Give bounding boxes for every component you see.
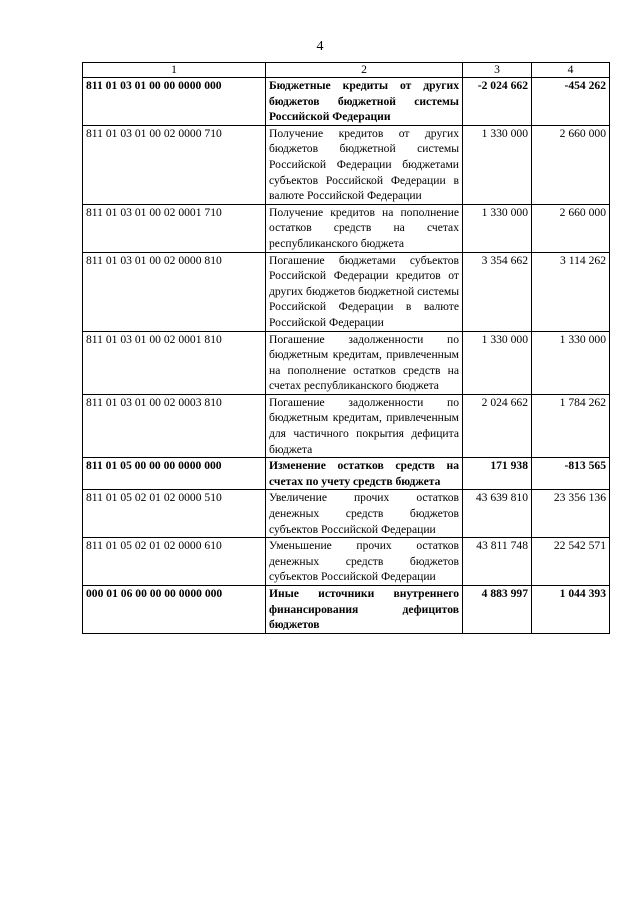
table-row — [83, 78, 610, 126]
amount-col-4-cell: 1 044 393 — [532, 586, 610, 634]
item-name-cell: Изменение остатков средств на счетах по учету средств бюджета — [266, 458, 463, 490]
amount-col-4-cell: 1 330 000 — [532, 331, 610, 394]
item-name-cell: Погашение бюджетами субъектов Российской Федерации кредитов от других бюджетов бюджетной системы Российской Федерации в валюте Российской Федерации — [266, 252, 463, 331]
amount-col-3-cell: 3 354 662 — [463, 252, 532, 331]
item-name-cell: Погашение задолженности по бюджетным кредитам, привлеченным на пополнение остатков средств на счетах республиканского бюджета — [266, 331, 463, 394]
item-name-cell: Увеличение прочих остатков денежных средств бюджетов субъектов Российской Федерации — [266, 490, 463, 538]
budget-code-cell: 811 01 03 01 00 02 0000 710 — [83, 125, 266, 204]
amount-col-4-cell: -813 565 — [532, 458, 610, 490]
item-name-cell: Получение кредитов от других бюджетов бюджетной системы Российской Федерации бюджетами субъектов Российской Федерации в валюте Российской Федерации — [266, 125, 463, 204]
table-row — [83, 586, 610, 634]
item-name-cell: Бюджетные кредиты от других бюджетов бюджетной системы Российской Федерации — [266, 78, 463, 126]
table-row — [83, 458, 610, 490]
table-row — [83, 490, 610, 538]
budget-code-cell: 811 01 03 01 00 02 0001 710 — [83, 204, 266, 252]
amount-col-3-cell: 1 330 000 — [463, 331, 532, 394]
header-row — [83, 63, 610, 78]
header-col-1: 1 — [83, 63, 266, 78]
amount-col-3-cell: 4 883 997 — [463, 586, 532, 634]
amount-col-3-cell: -2 024 662 — [463, 78, 532, 126]
amount-col-4-cell: 1 784 262 — [532, 394, 610, 457]
budget-code-cell: 811 01 03 01 00 02 0003 810 — [83, 394, 266, 457]
amount-col-4-cell: 2 660 000 — [532, 204, 610, 252]
table-row — [83, 394, 610, 457]
header-col-3: 3 — [463, 63, 532, 78]
item-name-cell: Погашение задолженности по бюджетным кредитам, привлеченным для частичного покрытия дефицита бюджета — [266, 394, 463, 457]
item-name-cell: Иные источники внутреннего финансирования дефицитов бюджетов — [266, 586, 463, 634]
budget-code-cell: 811 01 03 01 00 02 0001 810 — [83, 331, 266, 394]
amount-col-3-cell: 2 024 662 — [463, 394, 532, 457]
table-header — [83, 63, 610, 78]
table-row — [83, 331, 610, 394]
amount-col-3-cell: 171 938 — [463, 458, 532, 490]
amount-col-3-cell: 43 811 748 — [463, 538, 532, 586]
amount-col-3-cell: 43 639 810 — [463, 490, 532, 538]
amount-col-4-cell: 2 660 000 — [532, 125, 610, 204]
table-body — [83, 78, 610, 634]
amount-col-3-cell: 1 330 000 — [463, 204, 532, 252]
header-col-4: 4 — [532, 63, 610, 78]
amount-col-4-cell: 3 114 262 — [532, 252, 610, 331]
budget-code-cell: 811 01 05 02 01 02 0000 610 — [83, 538, 266, 586]
budget-code-cell: 811 01 05 02 01 02 0000 510 — [83, 490, 266, 538]
amount-col-4-cell: -454 262 — [532, 78, 610, 126]
item-name-cell: Получение кредитов на пополнение остатков средств на счетах республиканского бюджета — [266, 204, 463, 252]
header-col-2: 2 — [266, 63, 463, 78]
table-row — [83, 538, 610, 586]
budget-sources-table — [82, 62, 610, 634]
amount-col-3-cell: 1 330 000 — [463, 125, 532, 204]
budget-code-cell: 811 01 03 01 00 00 0000 000 — [83, 78, 266, 126]
page-number: 4 — [316, 39, 324, 54]
budget-code-cell: 811 01 03 01 00 02 0000 810 — [83, 252, 266, 331]
amount-col-4-cell: 22 542 571 — [532, 538, 610, 586]
table-row — [83, 204, 610, 252]
table-row — [83, 125, 610, 204]
amount-col-4-cell: 23 356 136 — [532, 490, 610, 538]
budget-code-cell: 000 01 06 00 00 00 0000 000 — [83, 586, 266, 634]
item-name-cell: Уменьшение прочих остатков денежных средств бюджетов субъектов Российской Федерации — [266, 538, 463, 586]
table-row — [83, 252, 610, 331]
budget-code-cell: 811 01 05 00 00 00 0000 000 — [83, 458, 266, 490]
